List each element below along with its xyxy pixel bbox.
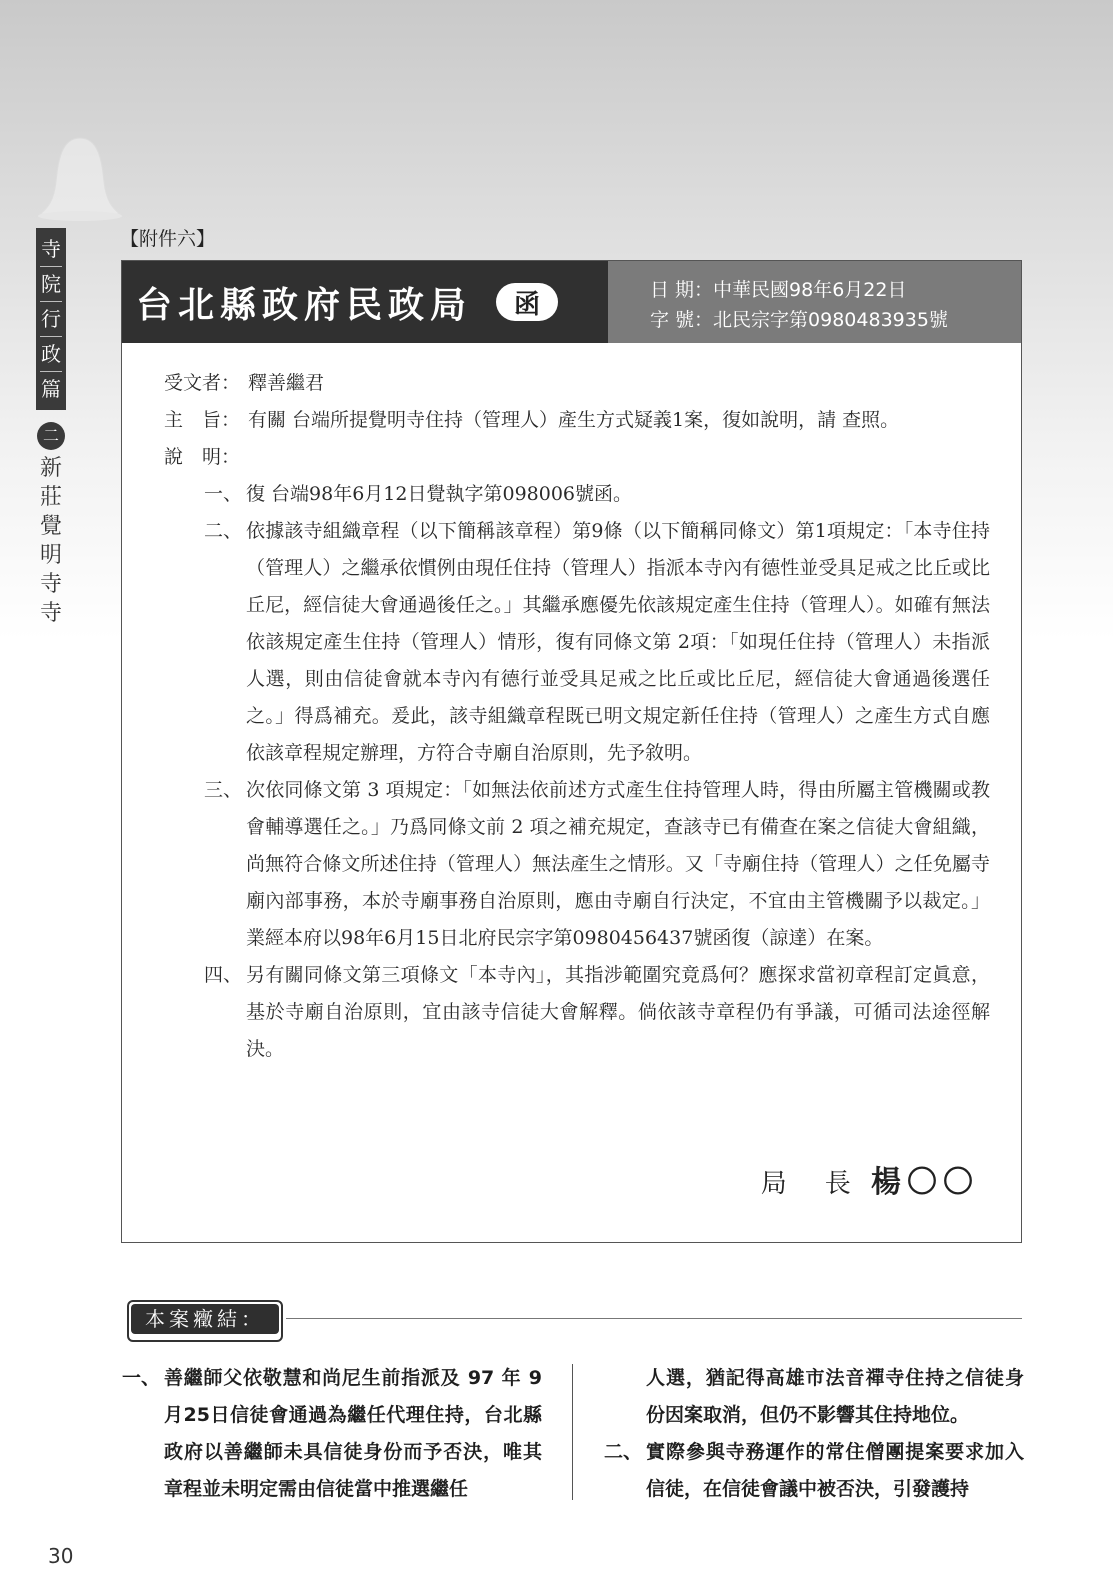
- recipient-row: [164, 365, 1021, 402]
- conclusion-heading: [127, 1300, 283, 1342]
- subject-row: [164, 402, 1021, 439]
- doc-type-badge: 函: [496, 283, 558, 321]
- bell-icon: [30, 130, 130, 230]
- section-char: 政: [40, 337, 62, 372]
- conclusion-point: [604, 1360, 1024, 1434]
- chapter-char: 覺: [39, 514, 62, 539]
- conclusion-point: [122, 1360, 542, 1508]
- explanation-item: [204, 476, 1021, 513]
- chapter-char: 新: [39, 456, 62, 481]
- chapter-char: 寺: [39, 601, 62, 626]
- subject-value: 有關 台端所提覺明寺住持（管理人）產生方式疑義1案，復如說明，請 查照。: [248, 409, 900, 431]
- column-divider: [572, 1364, 573, 1500]
- item-text: 復 台端98年6月12日覺執字第098006號函。: [246, 483, 633, 505]
- chapter-title: [36, 454, 66, 628]
- recipient-value: 釋善繼君: [248, 372, 325, 394]
- recipient-label: 受文者：: [164, 372, 241, 394]
- explanation-item: [204, 772, 1021, 957]
- signature-title: 局 長: [760, 1169, 857, 1199]
- point-text: 善繼師父依敬慧和尚尼生前指派及 97 年 9 月25日信徒會通過為繼任代理住持，台北縣政府以善繼師未具信徒身份而予否決，唯其章程並未明定需由信徒當中推選繼任: [164, 1367, 542, 1500]
- signature: [761, 1157, 979, 1201]
- signature-name: 楊〇〇: [871, 1165, 979, 1200]
- explanation-label: 說 明：: [164, 446, 241, 468]
- official-letter: [121, 260, 1022, 1243]
- conclusion-column-right: [604, 1360, 1024, 1508]
- letter-reference: 字 號：北民宗字第0980483935號: [650, 309, 948, 331]
- item-number: 四、: [204, 964, 243, 986]
- attachment-label: 【附件六】: [120, 228, 216, 250]
- conclusion-heading-text: 本案癥結：: [131, 1304, 279, 1334]
- agency-name: 台北縣政府民政局: [136, 283, 473, 326]
- conclusion-column-left: [122, 1360, 542, 1508]
- conclusion-point: [604, 1434, 1024, 1508]
- item-text: 次依同條文第 3 項規定：「如無法依前述方式產生住持管理人時，得由所屬主管機關或教會輔導選任之。」乃爲同條文前 2 項之補充規定，查該寺已有備查在案之信徒大會組織，尚無符合條文所述住持（管理人）無法產生之情形。又「寺廟住持（管理人）之任免屬寺廟內部事務，本於寺廟事務自治原則，應由寺廟自行決定，不宜由主管機關予以裁定。」業經本府以98年6月15日北府民宗字第0980456437號函復（諒達）在案。: [246, 779, 990, 949]
- page-number: 30: [48, 1544, 74, 1568]
- section-char: 行: [40, 302, 62, 337]
- point-text: 實際參與寺務運作的常住僧團提案要求加入信徒，在信徒會議中被否決，引發護持: [646, 1441, 1024, 1500]
- point-number: [604, 1360, 646, 1434]
- item-text: 另有關同條文第三項條文「本寺內」，其指涉範圍究竟爲何？應探求當初章程訂定眞意，基於寺廟自治原則，宜由該寺信徒大會解釋。倘依該寺章程仍有爭議，可循司法途徑解決。: [246, 964, 990, 1060]
- explanation-item: [204, 957, 1021, 1068]
- chapter-char: 莊: [39, 485, 62, 510]
- point-number: 二、: [604, 1441, 643, 1463]
- letter-header-meta: [608, 261, 1021, 343]
- letter-body: [122, 343, 1021, 1068]
- vertical-section-label: [36, 228, 66, 628]
- letter-date: 日 期：中華民國98年6月22日: [650, 279, 907, 301]
- item-number: 一、: [204, 483, 243, 505]
- item-text: 依據該寺組織章程（以下簡稱該章程）第9條（以下簡稱同條文）第1項規定：「本寺住持（管理人）之繼承依慣例由現任住持（管理人）指派本寺內有德性並受具足戒之比丘或比丘尼，經信徒大會通過後任之。」其繼承應優先依該規定產生住持（管理人）。如確有無法依該規定產生住持（管理人）情形，復有同條文第 2項：「如現任住持（管理人）未指派人選，則由信徒會就本寺內有德行並受具足戒之比丘或比丘尼，經信徒大會通過後選任之。」得爲補充。爰此，該寺組織章程既已明文規定新任住持（管理人）之產生方式自應依該章程規定辦理，方符合寺廟自治原則，先予敘明。: [246, 520, 990, 764]
- divider: [286, 1318, 1022, 1319]
- letter-header: [122, 261, 1021, 343]
- chapter-char: 寺: [39, 572, 62, 597]
- chapter-number-badge: 二: [37, 422, 65, 450]
- item-number: 二、: [204, 520, 243, 542]
- letter-header-title: [122, 261, 608, 343]
- section-char: 院: [40, 267, 62, 302]
- point-number: 一、: [122, 1367, 161, 1389]
- section-char: 篇: [41, 377, 61, 401]
- item-number: 三、: [204, 779, 243, 801]
- section-tag: [36, 228, 66, 410]
- point-text: 人選，猶記得高雄市法音禪寺住持之信徒身份因案取消，但仍不影響其住持地位。: [646, 1367, 1024, 1426]
- subject-label: 主 旨：: [164, 409, 241, 431]
- explanation-item: [204, 513, 1021, 772]
- chapter-char: 明: [39, 543, 62, 568]
- explanation-row: [164, 439, 1021, 476]
- section-char: 寺: [40, 232, 62, 267]
